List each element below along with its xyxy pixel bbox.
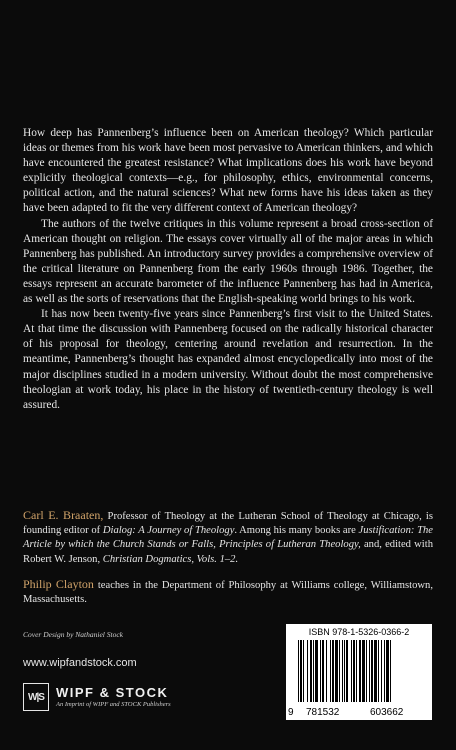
barcode-bars — [294, 640, 424, 706]
barcode-digit-first: 9 — [288, 707, 294, 718]
blurb-paragraph-2: The authors of the twelve critiques in this volume represent a broad cross-section of American thought on religion. The essays cover virtually all of the major areas in which Pannenberg has published. An introductory survey provides a comprehensive overview of the critical literature on Pannenberg from the early 1960s through 1986. Together, the essays represent an accurate barometer of the influence Pannenberg has had in America, as well as the sorts of reservations that the English-speaking world brings to his work. — [23, 217, 433, 306]
author-bios — [23, 508, 433, 617]
back-cover-blurb — [23, 126, 433, 413]
isbn-label: ISBN 978-1-5326-0366-2 — [308, 627, 410, 637]
publisher-tagline: An Imprint of WIPF and STOCK Publishers — [56, 700, 171, 708]
bio-clayton — [23, 577, 433, 607]
bio-text: Professor of Theology at the Lutheran School of Theology at Chicago, is founding editor of — [23, 511, 433, 537]
publisher-imprint — [23, 681, 263, 713]
publisher-name: WIPF & STOCK — [56, 684, 169, 700]
bio-text: and, edited with Robert W. Jenson, — [23, 539, 433, 565]
journal-title: Dialog: A Journey of Theology — [102, 525, 235, 537]
blurb-paragraph-1: How deep has Pannenberg’s influence been on American theology? Which particular ideas or themes from his work have been most pervasive to American thinkers, and which have encountered the greatest resistance? What implications does his work have beyond explicitly theological contexts—e.g., for philosophy, ethics, environmental concerns, political action, and the natural sciences? What new forms have his ideas taken as they have been adapted to fit the very different context of American theology? — [23, 127, 433, 215]
cover-design-credit: Cover Design by Nathaniel Stock — [23, 630, 123, 639]
bio-braaten — [23, 508, 433, 567]
barcode-digits-left: 781532 — [306, 707, 340, 718]
blurb-paragraph-3: It has now been twenty-five years since Pannenberg’s first visit to the United States. At that time the discussion with Pannenberg focused on the radically historical character of his proposal for theology, centering around revelation and resurrection. In the meantime, Pannenberg’s thought has expanded almost encyclopedically into most of the major disciplines studied in a modern university. Without doubt the most comprehensive theologian at work today, his place in the history of twentieth-century theology is well assured. — [23, 308, 433, 411]
publisher-logo-icon: W|S — [23, 683, 49, 711]
bio-text: . Among his many books are — [234, 525, 359, 537]
bio-text: teaches in the Department of Philosophy at Williams college, Williamstown, Massachusetts. — [23, 579, 433, 606]
isbn-barcode — [286, 624, 432, 720]
book-titles: Justification: The Article by which the Church Stands or Falls, Principles of Lutheran Theology, — [23, 525, 433, 551]
publisher-website: www.wipfandstock.com — [23, 657, 137, 669]
book-title: Christian Dogmatics, Vols. 1–2. — [102, 553, 239, 565]
author-name-clayton: Philip Clayton — [23, 576, 94, 591]
author-name-braaten: Carl E. Braaten, — [23, 508, 104, 522]
barcode-digits-right: 603662 — [370, 707, 404, 718]
